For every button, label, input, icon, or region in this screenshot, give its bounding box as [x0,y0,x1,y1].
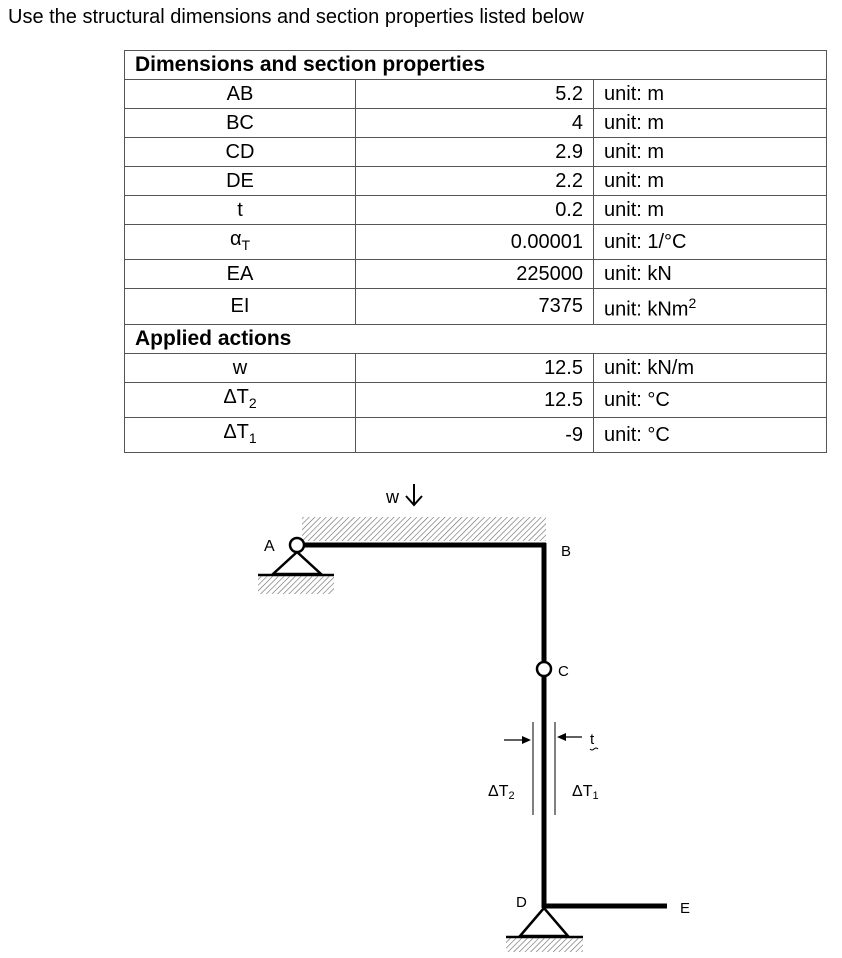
param-unit: unit: m [594,138,827,167]
dt1-label: ΔT1 [572,783,599,802]
load-label: w [386,487,399,507]
param-symbol: α [229,228,242,250]
param-unit: unit: °C [594,417,827,452]
param-value: 12.5 [356,353,594,382]
param-symbol: ΔT [223,420,249,443]
param-unit: unit: °C [594,382,827,417]
param-name: BC [125,109,356,138]
param-unit: unit: 1/°C [594,225,827,260]
label-d: D [516,894,527,911]
param-value: 2.2 [356,167,594,196]
param-value: 12.5 [356,382,594,417]
param-name: EA [125,260,356,289]
param-value: 0.00001 [356,225,594,260]
param-name: EI [125,289,356,325]
param-name: w [125,353,356,382]
dimensions-heading: Dimensions and section properties [125,51,827,80]
param-value: 225000 [356,260,594,289]
param-subscript: T [241,237,251,253]
param-value: -9 [356,417,594,452]
param-subscript: 1 [248,429,257,446]
param-unit: unit: kN [594,260,827,289]
param-value: 4 [356,109,594,138]
param-name: t [125,196,356,225]
label-a: A [264,538,275,555]
param-value: 2.9 [356,138,594,167]
param-value: 7375 [356,289,594,325]
pin-support-d [506,908,583,952]
hinge-c-icon [537,662,551,676]
dt2-label: ΔT2 [488,783,515,802]
param-unit-text: unit: kNm [604,298,689,321]
param-unit: unit: m [594,80,827,109]
param-symbol: ΔT [223,385,249,408]
hinge-a-icon [290,538,304,552]
param-value: 0.2 [356,196,594,225]
param-unit-superscript: 2 [688,295,697,311]
param-subscript: 2 [248,394,257,411]
distributed-load [302,517,546,541]
param-unit: unit: m [594,196,827,225]
param-name: AB [125,80,356,109]
param-name: CD [125,138,356,167]
label-c: C [558,663,569,680]
param-value: 5.2 [356,80,594,109]
param-unit: unit: kN/m [594,353,827,382]
t-tilde-icon [590,748,598,750]
param-name: DE [125,167,356,196]
param-unit: unit: m [594,167,827,196]
instruction-text: Use the structural dimensions and section properties listed below [8,6,584,28]
load-arrow-icon [406,484,422,505]
label-t: t [590,731,595,748]
actions-heading: Applied actions [125,324,827,353]
label-b: B [561,543,572,560]
label-e: E [680,900,691,917]
param-unit: unit: m [594,109,827,138]
